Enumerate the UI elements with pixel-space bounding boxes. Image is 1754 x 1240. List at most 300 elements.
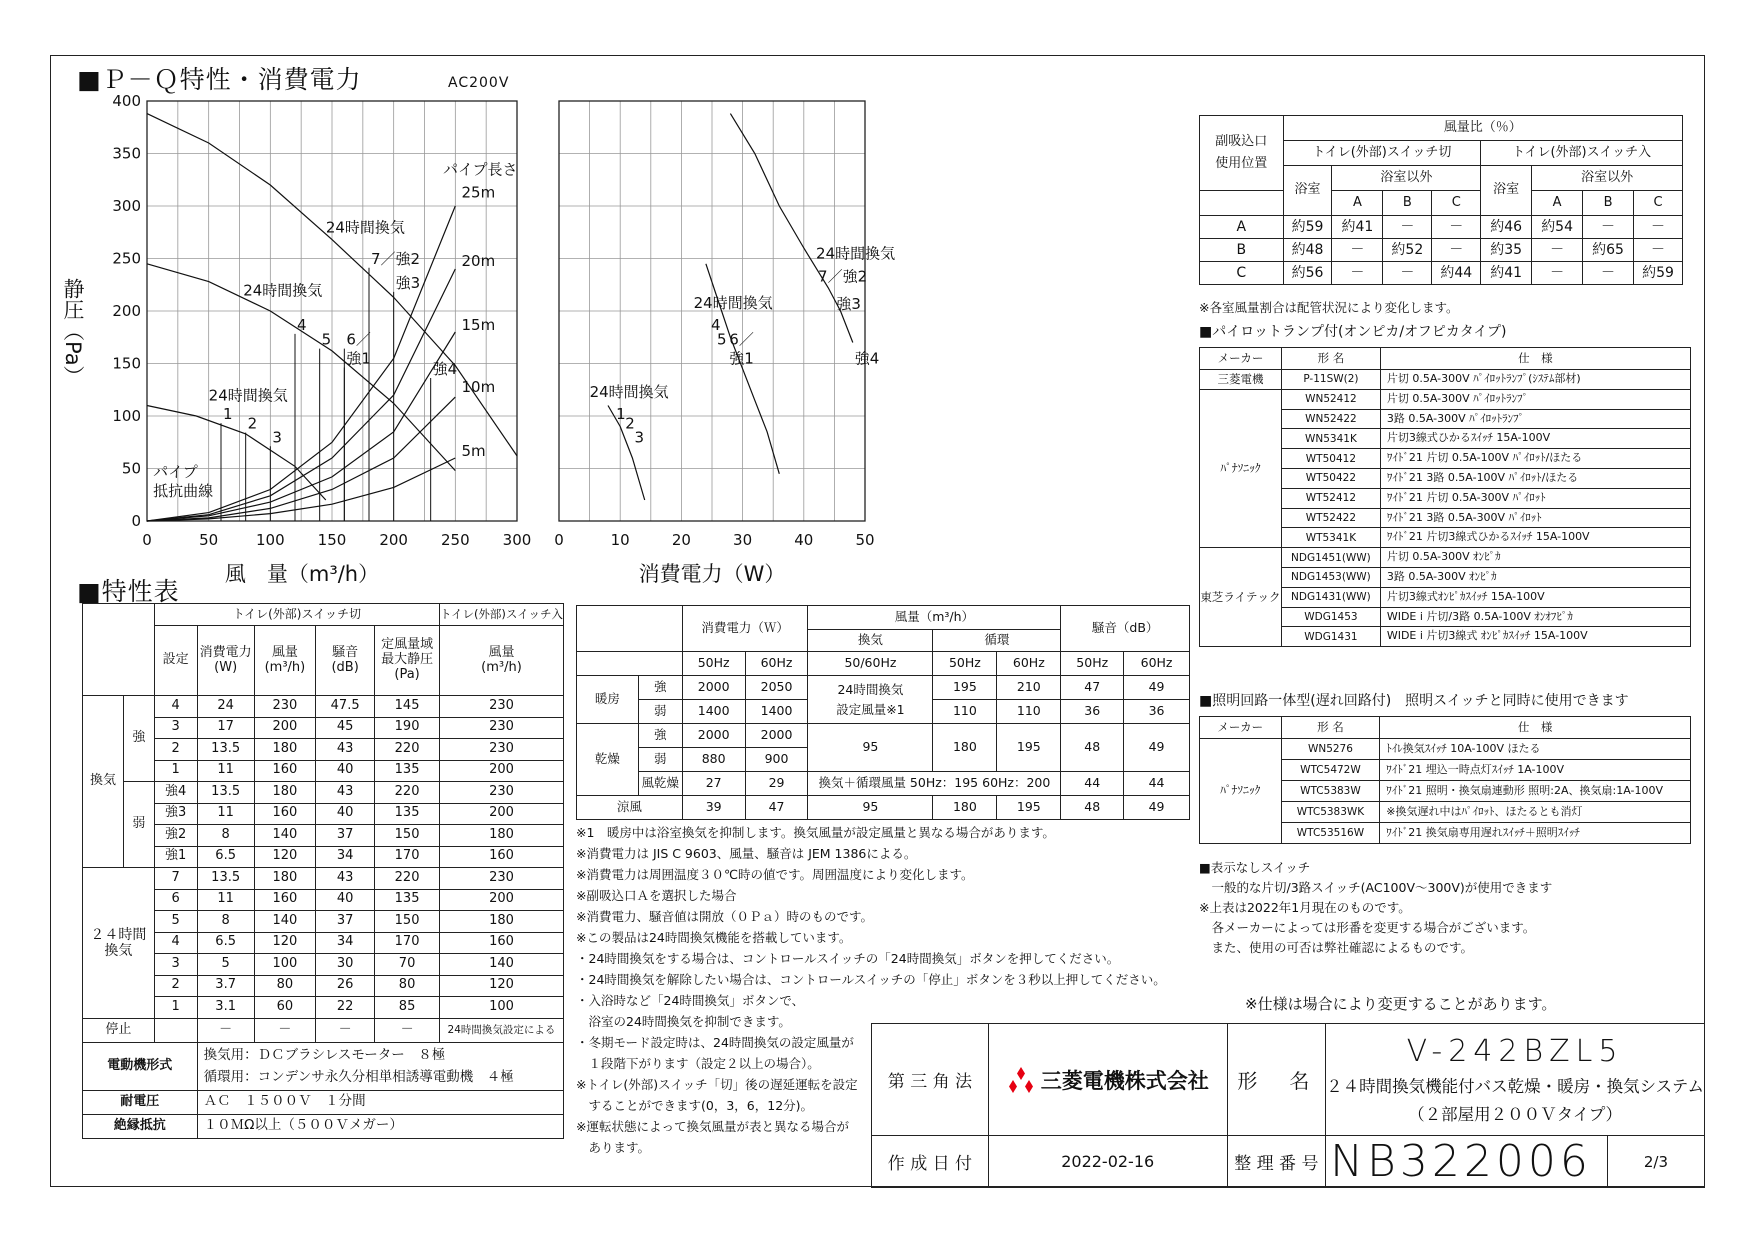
spec-cell: 160	[254, 889, 315, 911]
spec-cell: 160	[254, 803, 315, 825]
spec-cell: 200	[439, 889, 563, 911]
annotation: 抵抗曲線	[153, 481, 214, 500]
cell: 2000	[682, 676, 745, 700]
pilot-spec: ﾜｲﾄﾞ21 片切 0.5A-300V ﾊﾟｲﾛｯﾄ	[1380, 488, 1690, 508]
x-axis-label: 消費電力（W）	[638, 562, 786, 586]
light-row	[1200, 739, 1691, 760]
note-line: １段階下がります（設定２以上の場合）。	[576, 1056, 820, 1071]
spec-cell: 100	[254, 954, 315, 976]
projection-label: 第 三 角 法	[872, 1024, 989, 1136]
spec-cell: 200	[254, 717, 315, 739]
company-cell	[988, 1024, 1227, 1136]
cell: 2000	[745, 724, 808, 748]
spec-cell: 2	[154, 739, 197, 761]
note-line: ※この製品は24時間換気機能を搭載しています。	[576, 930, 852, 945]
hdr-power: 消費電力 (W)	[197, 626, 254, 696]
pilot-model: WDG1453	[1281, 607, 1380, 627]
spec-cell: 45	[316, 717, 375, 739]
ratio-cell: 約44	[1432, 262, 1481, 285]
point-label: 強1	[729, 349, 754, 368]
spec-cell: 40	[316, 803, 375, 825]
cell: 27	[682, 772, 745, 796]
note-line: することができます(0，3，6，12分)。	[576, 1098, 814, 1113]
pilot-model: WT52422	[1281, 508, 1380, 528]
point-label: 1	[616, 405, 626, 424]
spec-cell: 180	[254, 782, 315, 804]
lighting-section-title: ■照明回路一体型(遅れ回路付) 照明スイッチと同時に使用できます	[1199, 693, 1629, 709]
spec-row	[83, 825, 564, 847]
spec-cell: 220	[375, 782, 440, 804]
spec-cell: 170	[375, 932, 440, 954]
stop-noise: －	[316, 1018, 375, 1042]
voltage-withstand-value: ＡＣ １５００Ｖ １分間	[197, 1090, 563, 1114]
stop-power: －	[197, 1018, 254, 1042]
pilot-row	[1200, 370, 1691, 390]
spec-cell: 43	[316, 782, 375, 804]
cell: 36	[1124, 700, 1190, 724]
pilot-hdr-spec: 仕 様	[1380, 348, 1690, 370]
spec-cell: 150	[375, 825, 440, 847]
pilot-table	[1199, 347, 1691, 647]
ratio-cell: A	[1200, 216, 1284, 239]
ratio-cell: －	[1583, 216, 1634, 239]
spec-cell: 37	[316, 911, 375, 933]
spec-row	[83, 803, 564, 825]
power-chart	[535, 90, 896, 590]
ratio-cell: －	[1432, 216, 1481, 239]
note-line: ・24時間換気をする場合は、コントロールスイッチの「24時間換気」ボタンを押してください。	[576, 951, 1120, 966]
cell: 880	[682, 748, 745, 772]
point-label: 強3	[836, 294, 861, 313]
cell: 49	[1124, 676, 1190, 700]
pilot-hdr-maker: メーカー	[1200, 348, 1282, 370]
note-line: ※消費電力、騒音値は開放（０Ｐａ）時のものです。	[576, 909, 873, 924]
spec-cell: 13.5	[197, 868, 254, 890]
spec-cell: 200	[439, 803, 563, 825]
x-tick-label: 50	[855, 531, 875, 549]
lighting-table	[1199, 716, 1691, 844]
pilot-spec: ﾜｲﾄﾞ21 片切 0.5A-100V ﾊﾟｲﾛｯﾄ/ほたる	[1380, 449, 1690, 469]
x-tick-label: 0	[554, 531, 564, 549]
spec-cell: 40	[316, 889, 375, 911]
point-label: 強3	[395, 273, 421, 292]
group-weak: 弱	[123, 782, 154, 868]
pilot-section-title: ■パイロットランプ付(オンピカ/オフピカタイプ)	[1199, 324, 1507, 340]
spec-cell: 11	[197, 760, 254, 782]
ratio-hdr-position: 副吸込口 使用位置	[1200, 116, 1284, 191]
spec-row	[83, 760, 564, 782]
ratio-table-body	[1200, 216, 1683, 285]
insulation-value: １０ＭΩ以上（５００Ｖメガー）	[197, 1114, 563, 1138]
spec-cell: 8	[197, 911, 254, 933]
hdr-switch-off: トイレ(外部)スイッチ切	[154, 604, 439, 626]
light-hdr-spec: 仕 様	[1380, 717, 1691, 739]
point-label: 強4	[854, 349, 880, 368]
spec-cell: 85	[375, 997, 440, 1019]
spec-cell: 160	[439, 846, 563, 868]
point-label: 7／強2	[371, 249, 421, 268]
y-tick-label: 250	[112, 249, 141, 268]
mode-hdr-flow: 風量（m³/h）	[808, 606, 1061, 630]
spec-cell: 強2	[154, 825, 197, 847]
light-model: WTC5383WK	[1281, 802, 1380, 823]
spec-cell: 230	[439, 782, 563, 804]
cell: 48	[1061, 796, 1124, 820]
cell: 49	[1124, 724, 1190, 772]
spec-cell: 80	[254, 975, 315, 997]
mode-table	[576, 605, 1190, 820]
spec-cell: 145	[375, 696, 440, 718]
point-label: 7／強2	[818, 267, 868, 286]
annotation: パイプ長さ	[443, 160, 518, 179]
ratio-col: B	[1583, 191, 1634, 216]
spec-cell: 180	[254, 868, 315, 890]
ratio-cell: －	[1583, 262, 1634, 285]
ratio-row	[1200, 216, 1683, 239]
group-strong: 強	[123, 696, 154, 782]
pilot-spec: 3路 0.5A-300V ｵﾝﾋﾟｶ	[1380, 567, 1690, 587]
spec-cell: 70	[375, 954, 440, 976]
hdr-flow2: 風量 (m³/h)	[439, 626, 563, 696]
three-diamonds-icon	[1007, 1067, 1035, 1093]
model-cell	[1326, 1024, 1705, 1136]
y-tick-label: 400	[112, 92, 141, 110]
spec-cell: 120	[254, 932, 315, 954]
ratio-cell: －	[1634, 239, 1683, 262]
ratio-bath: 浴室	[1283, 166, 1332, 216]
spec-cell: 11	[197, 803, 254, 825]
change-note: ※仕様は場合により変更することがあります。	[1245, 995, 1557, 1013]
cell: 110	[997, 700, 1061, 724]
pilot-row	[1200, 389, 1691, 409]
ratio-other: 浴室以外	[1532, 166, 1683, 191]
ratio-col: C	[1634, 191, 1683, 216]
spec-cell: 230	[254, 696, 315, 718]
cell: 29	[745, 772, 808, 796]
y-tick-label: 300	[112, 197, 141, 215]
pilot-model: WT5341K	[1281, 528, 1380, 548]
hdr-pressure: 定風量域 最大静圧 (Pa)	[375, 626, 440, 696]
cell: 換気＋循環風量 50Hz：195 60Hz：200	[808, 772, 1061, 796]
spec-cell: 200	[439, 760, 563, 782]
group-kanki: 換気	[83, 696, 124, 868]
point-label: 6／	[729, 330, 754, 349]
hz-label: 50Hz	[933, 652, 997, 676]
light-model: WN5276	[1281, 739, 1380, 760]
cell: 95	[808, 796, 933, 820]
right-note-line: 各メーカーによっては形番を変更する場合がございます。	[1199, 920, 1536, 935]
light-model: WTC5472W	[1281, 760, 1380, 781]
hdr-noise: 騒音 (dB)	[316, 626, 375, 696]
pilot-spec: WIDE i 片切3線式 ｵﾝﾋﾟｶｽｲｯﾁ 15A-100V	[1380, 627, 1690, 647]
voltage-withstand-label: 耐電圧	[83, 1090, 198, 1114]
annotation: 24時間換気	[208, 386, 288, 405]
annotation: 5m	[461, 441, 486, 460]
light-maker: ﾊﾟﾅｿﾆｯｸ	[1200, 739, 1282, 844]
spec-cell: 13.5	[197, 782, 254, 804]
ratio-cell: －	[1532, 239, 1583, 262]
spec-cell: 140	[254, 911, 315, 933]
spec-cell: 230	[439, 696, 563, 718]
pilot-spec: 片切3線式ｵﾝﾋﾟｶｽｲｯﾁ 15A-100V	[1380, 587, 1690, 607]
spec-cell: 3	[154, 954, 197, 976]
ratio-cell: 約46	[1481, 216, 1532, 239]
point-label: 強4	[432, 360, 458, 378]
stop-label: 停止	[83, 1018, 155, 1042]
doc-number: NB322006	[1326, 1136, 1608, 1188]
ratio-cell: －	[1532, 262, 1583, 285]
cell: 1400	[745, 700, 808, 724]
pilot-table-body	[1200, 370, 1691, 647]
mode-hdr-kanki: 換気	[808, 630, 933, 652]
cell: 47	[1061, 676, 1124, 700]
spec-cell: 3.1	[197, 997, 254, 1019]
annotation: 24時間換気	[589, 383, 669, 402]
ratio-cell: －	[1634, 216, 1683, 239]
spec-cell: 6.5	[197, 846, 254, 868]
x-tick-label: 0	[142, 531, 152, 549]
mode-level: 強	[638, 724, 682, 748]
spec-cell: 220	[375, 868, 440, 890]
spec-row	[83, 997, 564, 1019]
x-tick-label: 200	[379, 531, 408, 549]
insulation-label: 絶縁抵抗	[83, 1114, 198, 1138]
spec-row	[83, 739, 564, 761]
ratio-hdr-off: トイレ(外部)スイッチ切	[1283, 141, 1481, 166]
stop-pressure: －	[375, 1018, 440, 1042]
cell: 44	[1124, 772, 1190, 796]
cell: 210	[997, 676, 1061, 700]
hz-label: 60Hz	[997, 652, 1061, 676]
ratio-cell: 約35	[1481, 239, 1532, 262]
hz-label: 60Hz	[745, 652, 808, 676]
hz-label: 50/60Hz	[808, 652, 933, 676]
spec-cell: 11	[197, 889, 254, 911]
ratio-cell: －	[1432, 239, 1481, 262]
annotation: 20m	[461, 251, 496, 270]
point-label: 強1	[346, 349, 371, 368]
cell: 44	[1061, 772, 1124, 796]
note-line: あります。	[576, 1140, 651, 1155]
mode-level: 弱	[638, 748, 682, 772]
y-axis-label: 静圧（Pa）	[61, 278, 85, 387]
spec-cell: 60	[254, 997, 315, 1019]
ratio-col: A	[1532, 191, 1583, 216]
spec-cell: 230	[439, 739, 563, 761]
spec-cell: 80	[375, 975, 440, 997]
cell: 195	[997, 724, 1061, 772]
x-tick-label: 150	[317, 531, 347, 549]
pilot-model: WN5341K	[1281, 429, 1380, 449]
spec-cell: 6	[154, 889, 197, 911]
mode-level: 強	[638, 676, 682, 700]
note-line: ※トイレ(外部)スイッチ「切」後の遅延運転を設定	[576, 1077, 858, 1092]
right-note-line: また、使用の可否は弊社確認によるものです。	[1199, 940, 1474, 955]
ratio-cell: －	[1383, 216, 1432, 239]
spec-cell: 120	[254, 846, 315, 868]
annotation: 24時間換気	[693, 293, 773, 312]
lighting-table-body	[1200, 739, 1691, 844]
point-label: 3	[634, 428, 644, 447]
note-line: ※運転状態によって換気風量が表と異なる場合が	[576, 1119, 849, 1134]
spec-cell: 135	[375, 803, 440, 825]
ratio-cell: －	[1332, 239, 1383, 262]
note-line: ・24時間換気を解除したい場合は、コントロールスイッチの「停止」ボタンを３秒以上押してください。	[576, 972, 1166, 987]
mode-level: 弱	[638, 700, 682, 724]
motor-label: 電動機形式	[83, 1042, 198, 1090]
note-line: ※消費電力は JIS C 9603、風量、騒音は JEM 1386による。	[576, 846, 917, 861]
company-name: 三菱電機株式会社	[1040, 1068, 1209, 1093]
point-label: 2	[247, 414, 258, 433]
annotation: 24時間換気	[325, 218, 405, 237]
light-model: WTC53516W	[1281, 823, 1380, 844]
cell: 39	[682, 796, 745, 820]
spec-cell: 強4	[154, 782, 197, 804]
pilot-model: NDG1431(WW)	[1281, 587, 1380, 607]
ratio-table	[1199, 115, 1683, 285]
note-line: ※副吸込口Ａを選択した場合	[576, 888, 737, 903]
ratio-cell: 約59	[1283, 216, 1332, 239]
spec-section-title: ■特性表	[77, 577, 180, 606]
ratio-cell: －	[1332, 262, 1383, 285]
ratio-cell: 約41	[1481, 262, 1532, 285]
pilot-maker: 東芝ライテック	[1200, 548, 1282, 647]
x-tick-label: 10	[610, 531, 630, 549]
spec-cell: 4	[154, 696, 197, 718]
ratio-row	[1200, 262, 1683, 285]
voltage-label: AC200V	[448, 75, 510, 91]
y-tick-label: 100	[112, 407, 141, 425]
spec-cell: 22	[316, 997, 375, 1019]
mode-danbo: 暖房	[577, 676, 639, 724]
spec-row	[83, 696, 564, 718]
ratio-cell: B	[1200, 239, 1284, 262]
mode-ryofu: 涼風	[577, 796, 683, 820]
spec-row	[83, 954, 564, 976]
cell: 110	[933, 700, 997, 724]
spec-cell: 7	[154, 868, 197, 890]
spec-cell: 13.5	[197, 739, 254, 761]
pilot-model: NDG1451(WW)	[1281, 548, 1380, 568]
motor-value	[197, 1042, 563, 1090]
note-line: ・冬期モード設定時は、24時間換気の設定風量が	[576, 1035, 854, 1050]
note-line: ・入浴時など「24時間換気」ボタンで、	[576, 993, 805, 1008]
pilot-model: WDG1431	[1281, 627, 1380, 647]
spec-cell: 1	[154, 760, 197, 782]
x-tick-label: 50	[199, 531, 219, 549]
model-number: V-242BZL5	[1406, 1034, 1624, 1069]
date-value: 2022-02-16	[988, 1136, 1227, 1188]
ratio-cell: －	[1383, 262, 1432, 285]
model-desc2: （２部屋用２００Ｖタイプ）	[1408, 1105, 1622, 1124]
company-logo	[989, 1065, 1227, 1095]
y-tick-label: 0	[131, 512, 141, 530]
doc-label: 整 理 番 号	[1227, 1136, 1326, 1188]
note-line: ※1 暖房中は浴室換気を抑制します。換気風量が設定風量と異なる場合があります。	[576, 825, 1055, 840]
pq-chart	[55, 90, 535, 590]
spec-cell: 120	[439, 975, 563, 997]
light-hdr-model: 形 名	[1281, 717, 1380, 739]
light-spec: ﾜｲﾄﾞ21 換気扇専用遅れｽｲｯﾁ＋照明ｽｲｯﾁ	[1380, 823, 1691, 844]
cell: 1400	[682, 700, 745, 724]
pilot-model: NDG1453(WW)	[1281, 567, 1380, 587]
ratio-col: A	[1332, 191, 1383, 216]
pilot-spec: 3路 0.5A-300V ﾊﾟｲﾛｯﾄﾗﾝﾌﾟ	[1380, 409, 1690, 429]
note-line: 浴室の24時間換気を抑制できます。	[576, 1014, 791, 1029]
spec-cell: 180	[254, 739, 315, 761]
pilot-spec: 片切 0.5A-300V ｵﾝﾋﾟｶ	[1380, 548, 1690, 568]
right-note-line: 一般的な片切/3路スイッチ(AC100V～300V)が使用できます	[1199, 880, 1553, 895]
light-spec: ※換気遅れ中はﾊﾟｲﾛｯﾄ、ほたるとも消灯	[1380, 802, 1691, 823]
spec-table	[82, 603, 564, 1139]
annotation: 25m	[461, 183, 496, 202]
spec-row	[83, 975, 564, 997]
annotation: 10m	[461, 377, 496, 396]
spec-cell: 1	[154, 997, 197, 1019]
pilot-hdr-model: 形 名	[1281, 348, 1380, 370]
spec-cell: 40	[316, 760, 375, 782]
hz-label: 50Hz	[682, 652, 745, 676]
hdr-flow: 風量 (m³/h)	[254, 626, 315, 696]
point-label: 4	[297, 315, 307, 334]
cell: 195	[997, 796, 1061, 820]
mode-hdr-junkan: 循環	[933, 630, 1061, 652]
spec-cell: 2	[154, 975, 197, 997]
pilot-model: WT50412	[1281, 449, 1380, 469]
pilot-model: WN52412	[1281, 389, 1380, 409]
spec-cell: 強1	[154, 846, 197, 868]
cell: 47	[745, 796, 808, 820]
cell: 900	[745, 748, 808, 772]
cell: 48	[1061, 724, 1124, 772]
x-tick-label: 100	[256, 531, 285, 549]
cell: 180	[933, 796, 997, 820]
point-label: 4	[710, 315, 721, 334]
point-label: 6／	[346, 330, 371, 349]
spec-row	[83, 868, 564, 890]
spec-cell: 135	[375, 889, 440, 911]
ratio-cell: 約59	[1634, 262, 1683, 285]
light-spec: ﾄｲﾚ換気ｽｲｯﾁ 10A-100V ほたる	[1380, 739, 1691, 760]
annotation: 15m	[461, 315, 496, 334]
cell: 2050	[745, 676, 808, 700]
spec-row	[83, 911, 564, 933]
ratio-row	[1200, 239, 1683, 262]
pilot-maker: ﾊﾟﾅｿﾆｯｸ	[1200, 389, 1282, 547]
annotation: 24時間換気	[816, 244, 896, 263]
spec-table-body	[83, 696, 564, 1019]
x-tick-label: 40	[794, 531, 814, 549]
spec-cell: 30	[316, 954, 375, 976]
y-tick-label: 350	[112, 144, 141, 163]
x-tick-label: 300	[502, 531, 532, 549]
date-label: 作 成 日 付	[872, 1136, 989, 1188]
y-tick-label: 150	[112, 354, 141, 373]
point-label: 5	[717, 330, 727, 349]
ratio-cell: 約54	[1532, 216, 1583, 239]
pilot-maker: 三菱電機	[1200, 370, 1282, 390]
spec-row	[83, 846, 564, 868]
ratio-cell: 約52	[1383, 239, 1432, 262]
right-note-line: ■表示なしスイッチ	[1199, 860, 1311, 875]
spec-cell: 160	[254, 760, 315, 782]
spec-cell: 150	[375, 911, 440, 933]
pilot-row	[1200, 548, 1691, 568]
spec-cell: 34	[316, 846, 375, 868]
point-label: 1	[223, 405, 233, 424]
group-24h: ２４時間 換気	[83, 868, 155, 1019]
pilot-spec: ﾜｲﾄﾞ21 3路 0.5A-100V ﾊﾟｲﾛｯﾄ/ほたる	[1380, 468, 1690, 488]
